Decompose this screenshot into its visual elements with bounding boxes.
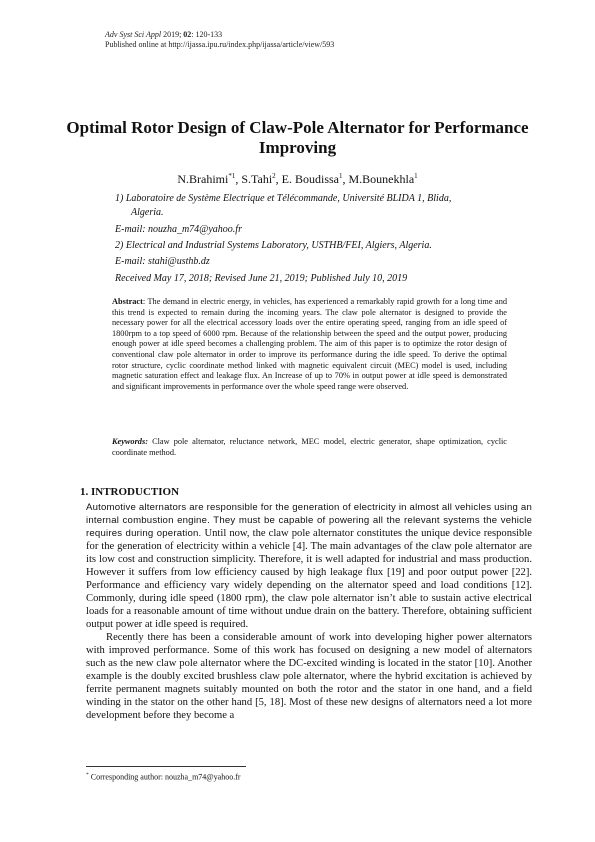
abstract-label: Abstract xyxy=(112,297,143,306)
journal-year: 2019; xyxy=(163,30,182,39)
paragraph-run: Until now, the claw pole alternator constitutes the unique device responsible for the generation of electricity within a vehicle [4]. The main advantages of the claw pole alternator are its low cost and construction simplicity. Therefore, it is well adapted for industrial and mass production. However it suffers from low efficiency caused by high leakage flux [19] and poor output power [22]. Performance and efficiency vary widely depending on the alternator speed and load conditions [12]. Commonly, during idle speed (1800 rpm), the claw pole alternator isn’t able to sustain active electrical loads for a reasonable amount of time without undue drain on the battery. Therefore, obtaining sufficient output power at idle speed is required. xyxy=(86,528,533,630)
email-2: E-mail: stahi@usthb.dz xyxy=(115,256,210,267)
affiliation-2: 2) Electrical and Industrial Systems Laboratory, USTHB/FEI, Algiers, Algeria. xyxy=(115,240,432,251)
citation-line xyxy=(105,30,334,40)
footnote xyxy=(86,772,241,782)
keywords-text: Claw pole alternator, reluctance network, MEC model, electric generator, shape optimization, cyclic coordinate method. xyxy=(112,437,507,457)
affiliation-1: 1) Laboratoire de Système Electrique et Télécommande, Université BLIDA 1, Blida, xyxy=(115,193,452,204)
journal-header xyxy=(105,30,334,50)
received-dates: Received May 17, 2018; Revised June 21, 2019; Published July 10, 2019 xyxy=(115,273,408,284)
body-text xyxy=(86,501,532,722)
author-name: E. Boudissa xyxy=(281,172,339,186)
email-1: E-mail: nouzha_m74@yahoo.fr xyxy=(115,224,242,235)
paragraph: Recently there has been a considerable amount of work into developing higher power alternators with improved performance. Some of this work has focused on designing a new model of alternators such as the new claw pole alternator where the DC-excited winding is located in the stator [10]. Another example is the doubly excited brushless claw pole alternator, where the hybrid excitation is achieved by ferrite permanent magnets suitably mounted on both the rotor and the stator in one hand, and a field winding in the stator on the other hand [5, 18]. Most of these new designs of alternators need a lot more development before they become a xyxy=(86,632,532,721)
footnote-text: Corresponding author: nouzha_m74@yahoo.fr xyxy=(88,772,241,782)
paper-title: Optimal Rotor Design of Claw-Pole Alternator for Performance Improving xyxy=(66,118,529,157)
author-superscript: *1 xyxy=(228,172,236,180)
keywords xyxy=(112,437,507,459)
paragraph xyxy=(86,501,532,631)
paragraph-sans-run: Automotive alternators are responsible for the generation of electricity in almost all vehicles using an internal combustion engine. They must be capable of powering all the relevant systems the vehicle requires during operation. xyxy=(86,502,532,539)
abstract-text: : The demand in electric energy, in vehicles, has experienced a remarkably rapid growth for a long time and this trend is expected to remain during the incoming years. The claw pole alternator is designed to provide the necessary power for all the electrical accessory loads over the entire operating speed, ranging from an idle speed of 1800rpm to a top speed of 6000 rpm. Because of the relationship between the speed and the output power, producing enough power at idle speed becomes a challenging problem. The aim of this paper is to optimize the rotor design of conventional claw pole alternator in order to improve its performance during the idle speed. To derive the optimal rotor structure, cyclic coordinate method linked with magnetic equivalent circuit (MEC) model is used, including magnetic saturation effect and leakage flux. An Increase of up to 70% in output power at idle speed is demonstrated and significant improvements in performance over the whole speed range were observed. xyxy=(112,297,507,391)
journal-name: Adv Syst Sci Appl xyxy=(105,30,162,39)
published-online: Published online at http://ijassa.ipu.ru/index.php/ijassa/article/view/593 xyxy=(105,40,335,49)
author-name: N.Brahimi xyxy=(177,172,229,186)
author-superscript: 2 xyxy=(272,172,276,180)
author-superscript: 1 xyxy=(414,172,418,180)
author-superscript: 1 xyxy=(339,172,343,180)
footnote-mark: * xyxy=(86,772,89,778)
journal-volume: 02 xyxy=(183,30,192,39)
journal-pages: : 120-133 xyxy=(191,30,223,39)
keywords-label: Keywords: xyxy=(112,437,148,446)
author-name: S.Tahi xyxy=(241,172,273,186)
affiliation-1-country: Algeria. xyxy=(131,207,164,218)
section-heading: 1. INTRODUCTION xyxy=(80,486,180,498)
footnote-rule xyxy=(86,766,246,767)
author-list: N.Brahimi$^{*1}$, S.Tahi$^2$, E. Boudissa$^1$, M.Bounekhla$^1$ xyxy=(177,172,418,186)
author-name: M.Bounekhla xyxy=(348,172,415,186)
abstract xyxy=(112,297,507,392)
